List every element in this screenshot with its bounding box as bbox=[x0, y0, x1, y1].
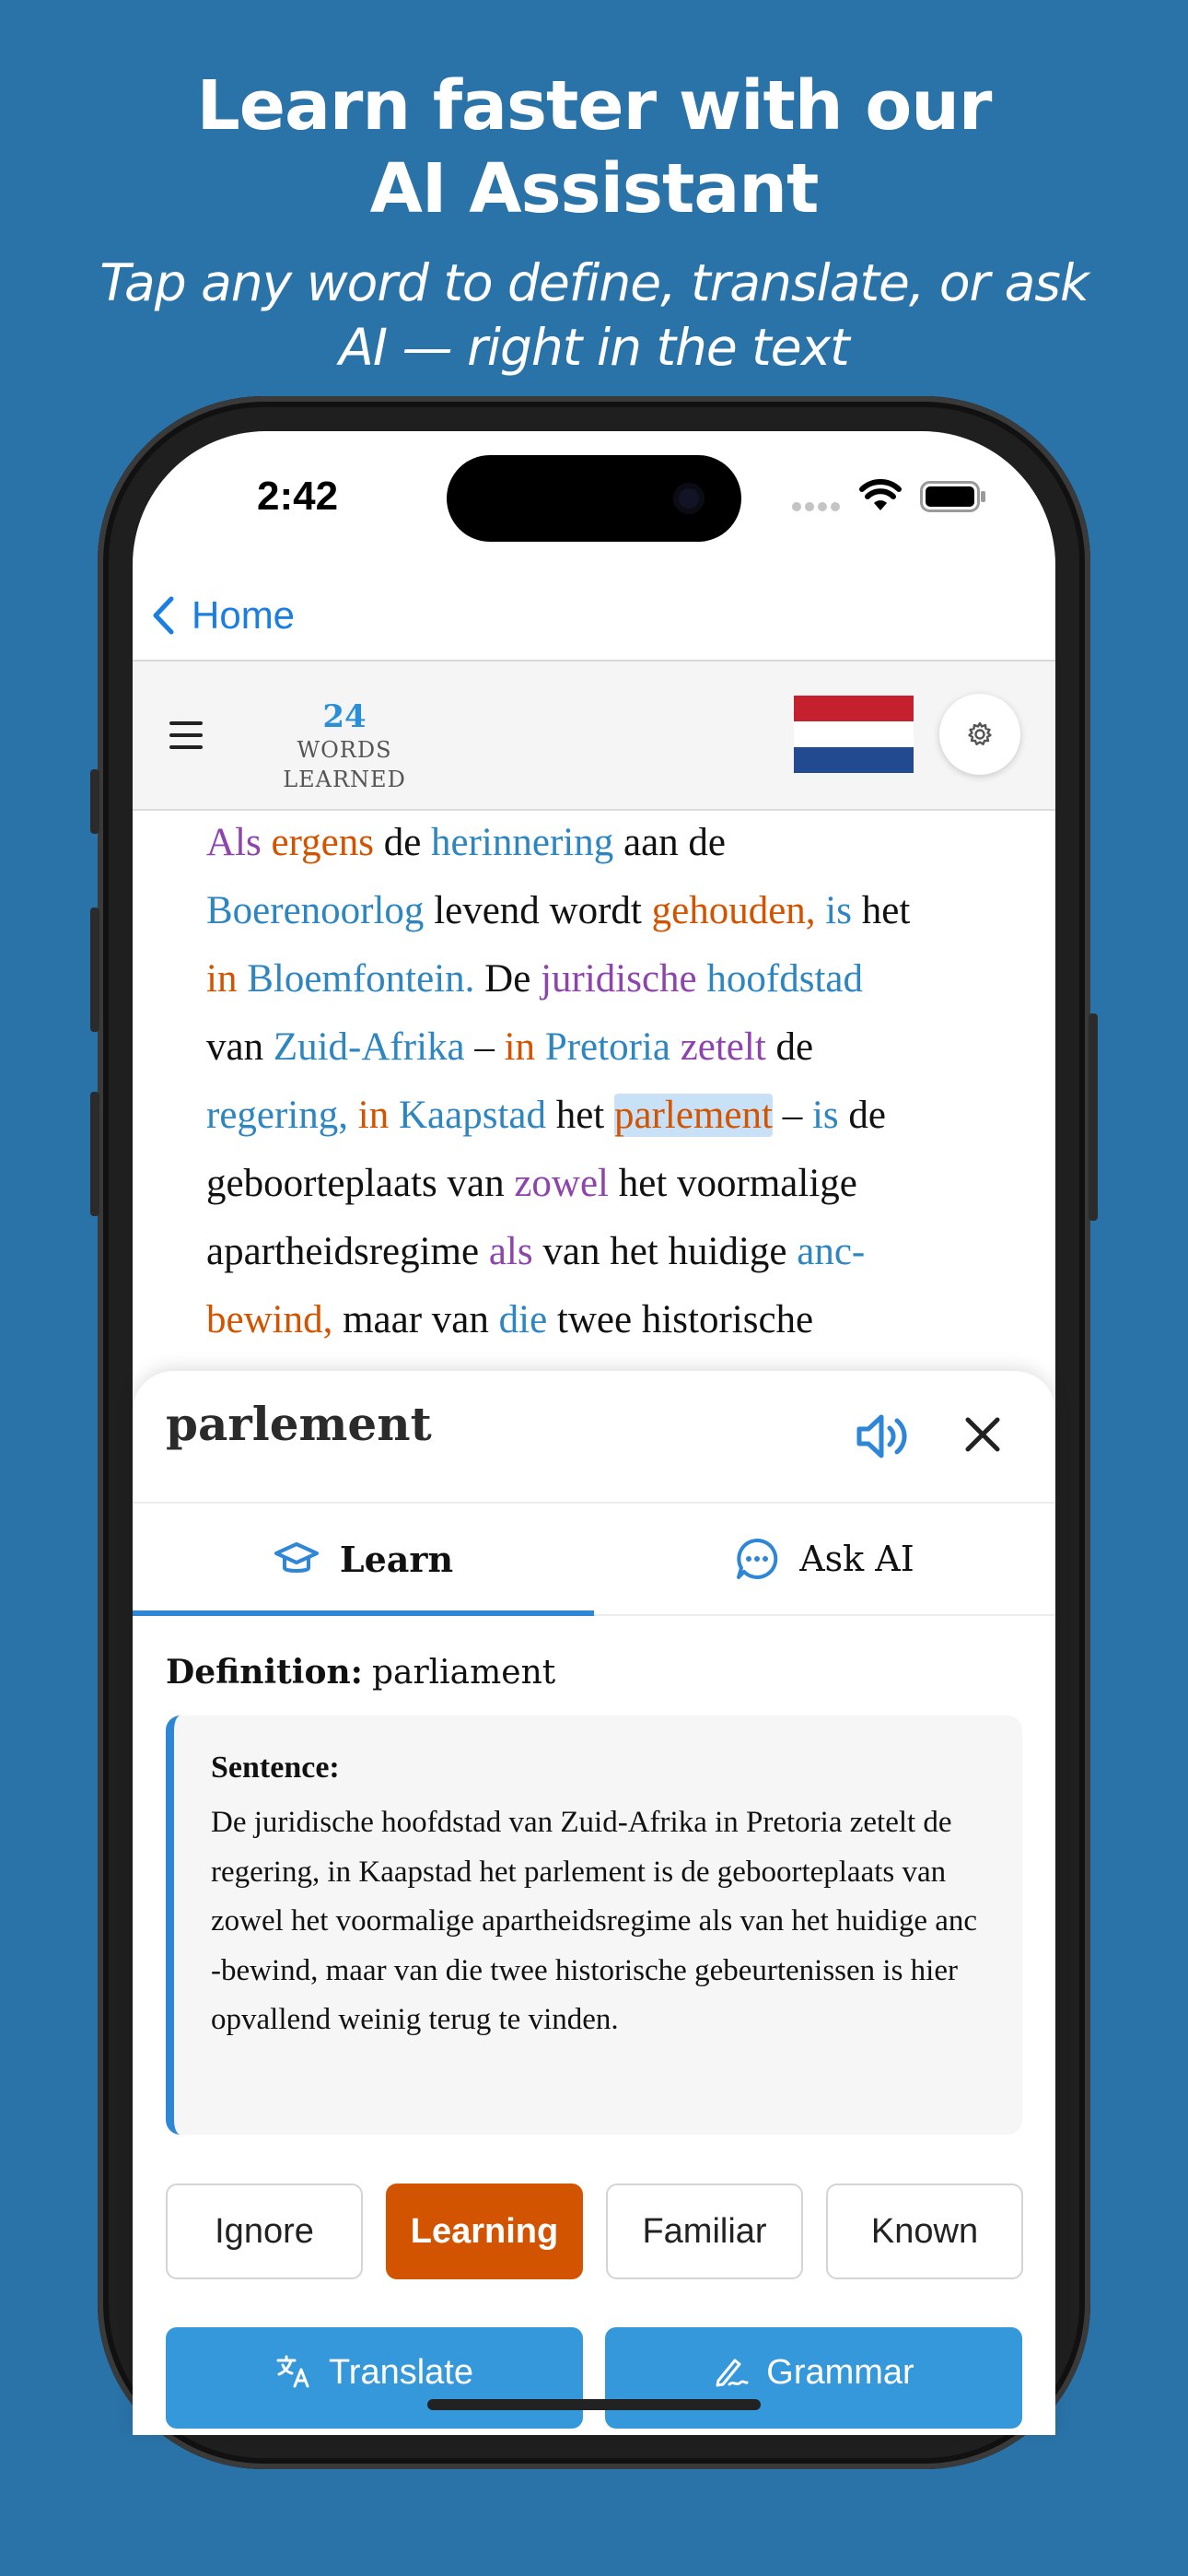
reader-word[interactable]: gehouden, bbox=[651, 889, 816, 932]
promo-headline-line-2: AI Assistant bbox=[369, 149, 819, 228]
reader-word[interactable]: juridische bbox=[541, 957, 697, 1001]
word-detail-sheet bbox=[133, 1371, 1055, 2435]
tab-learn[interactable] bbox=[133, 1504, 594, 1614]
dynamic-island bbox=[447, 455, 741, 542]
reader-word[interactable]: Kaapstad bbox=[398, 1094, 546, 1137]
reader-line bbox=[206, 809, 1017, 877]
reader-word[interactable]: herinnering bbox=[431, 821, 614, 864]
active-tab-indicator bbox=[133, 1610, 594, 1616]
reader-text-run: twee historische bbox=[547, 1298, 814, 1341]
reader-text-run: – bbox=[464, 1025, 505, 1069]
status-bar bbox=[133, 431, 1055, 569]
promo-subline-line-1: Tap any word to define, translate, or ask bbox=[99, 253, 1089, 312]
sheet-tabs bbox=[133, 1504, 1055, 1616]
selected-word: parlement bbox=[166, 1397, 432, 1451]
phone-mute-switch bbox=[90, 769, 99, 834]
reader-text bbox=[206, 809, 1017, 1371]
graduation-cap-icon bbox=[274, 1540, 320, 1577]
translate-label: Translate bbox=[329, 2353, 473, 2392]
language-flag-icon[interactable] bbox=[794, 696, 914, 773]
settings-button[interactable] bbox=[939, 694, 1020, 775]
speaker-icon[interactable] bbox=[856, 1411, 913, 1461]
translate-icon bbox=[275, 2353, 312, 2390]
definition-value: parliament bbox=[371, 1654, 556, 1692]
promo-headline-line-1: Learn faster with our bbox=[196, 66, 992, 146]
navigation-bar bbox=[133, 569, 1055, 662]
reader-text-run bbox=[816, 889, 826, 932]
learning-status-buttons bbox=[166, 2184, 1022, 2279]
reader-text-run: het bbox=[851, 889, 911, 932]
phone-power-button bbox=[1089, 1013, 1098, 1221]
reader-text-run bbox=[697, 957, 707, 1001]
status-button-familiar[interactable]: Familiar bbox=[606, 2184, 803, 2279]
reader-line bbox=[206, 945, 1017, 1013]
tab-ask-ai[interactable] bbox=[594, 1504, 1055, 1614]
grammar-button[interactable] bbox=[605, 2327, 1022, 2429]
grammar-pen-icon bbox=[713, 2353, 750, 2390]
reader-text-run: van het huidige bbox=[532, 1230, 798, 1273]
sentence-label: Sentence: bbox=[211, 1751, 340, 1785]
reader-text-run bbox=[237, 957, 247, 1001]
promo-subline bbox=[55, 251, 1133, 380]
reader-word[interactable]: is bbox=[811, 1094, 839, 1137]
definition bbox=[166, 1653, 555, 1692]
phone-volume-up bbox=[90, 907, 99, 1032]
reader-word[interactable]: Boerenoorlog bbox=[206, 889, 425, 932]
reader-word[interactable]: hoofdstad bbox=[706, 957, 863, 1001]
reader-word[interactable]: Zuid-Afrika bbox=[273, 1025, 465, 1069]
words-learned-counter bbox=[234, 698, 455, 794]
reader-line bbox=[206, 1286, 1017, 1354]
reader-text-run: apartheidsregime bbox=[206, 1230, 489, 1273]
reader-text-run bbox=[348, 1094, 358, 1137]
status-icons bbox=[791, 479, 989, 516]
reader-text-run: de bbox=[765, 1025, 814, 1069]
chevron-left-icon bbox=[151, 595, 175, 636]
home-indicator bbox=[427, 2399, 761, 2410]
reader-text-run: levend wordt bbox=[424, 889, 652, 932]
reader-text-run: het voormalige bbox=[609, 1162, 857, 1205]
reader-text-run bbox=[389, 1094, 399, 1137]
reader-word[interactable]: regering, bbox=[206, 1094, 349, 1137]
reader-word[interactable]: die bbox=[498, 1298, 548, 1341]
close-icon[interactable] bbox=[963, 1415, 1002, 1454]
reader-word[interactable]: in bbox=[206, 957, 238, 1001]
translate-button[interactable] bbox=[166, 2327, 583, 2429]
reader-text-run: van bbox=[206, 1025, 274, 1069]
wifi-icon bbox=[859, 479, 902, 512]
reader-word[interactable]: Als bbox=[206, 821, 262, 864]
reader-line bbox=[206, 877, 1017, 945]
status-button-known[interactable]: Known bbox=[826, 2184, 1023, 2279]
reader-text-run bbox=[670, 1025, 681, 1069]
tab-learn-label: Learn bbox=[339, 1538, 454, 1580]
camera-icon bbox=[673, 483, 705, 514]
menu-icon[interactable] bbox=[169, 721, 203, 749]
chat-bubble-icon bbox=[735, 1537, 779, 1581]
reader-text-run: de bbox=[838, 1094, 886, 1137]
reader-word[interactable]: zetelt bbox=[680, 1025, 766, 1069]
back-button[interactable] bbox=[151, 590, 295, 641]
reader-line bbox=[206, 1013, 1017, 1082]
reader-text-run: aan de bbox=[613, 821, 726, 864]
reader-word[interactable]: anc- bbox=[797, 1230, 866, 1273]
cellular-signal-icon bbox=[791, 479, 841, 516]
reader-word[interactable]: zowel bbox=[514, 1162, 609, 1205]
reader-line bbox=[206, 1218, 1017, 1286]
reader-word[interactable]: Pretoria bbox=[544, 1025, 670, 1069]
phone-volume-down bbox=[90, 1092, 99, 1216]
back-label: Home bbox=[192, 593, 296, 637]
reader-word[interactable]: in bbox=[504, 1025, 536, 1069]
words-learned-count: 24 bbox=[322, 698, 367, 735]
promo-subline-line-2: AI — right in the text bbox=[339, 318, 849, 377]
sentence-text: De juridische hoofdstad van Zuid-Afrika in Pretoria zetelt de regering, in Kaapstad het parlement is de geboorteplaats van zowel het voormalige apartheidsregime als van het huidige anc -bewind, maar van die twee historische gebeurtenissen is hier opvallend weinig terug te vinden. bbox=[211, 1806, 978, 2036]
gear-icon bbox=[966, 720, 994, 748]
reader-text-run bbox=[262, 821, 272, 864]
reader-text-run: – bbox=[772, 1094, 812, 1137]
reader-text-run: geboorteplaats van bbox=[206, 1162, 515, 1205]
reader-word[interactable]: in bbox=[357, 1094, 390, 1137]
definition-label: Definition: bbox=[166, 1653, 363, 1692]
words-learned-label: WORDS LEARNED bbox=[283, 737, 406, 792]
promo-headline bbox=[0, 64, 1188, 230]
phone-screen bbox=[133, 431, 1055, 2435]
action-buttons bbox=[166, 2327, 1022, 2410]
status-time: 2:42 bbox=[257, 474, 339, 519]
battery-icon bbox=[920, 481, 986, 512]
tab-ask-ai-label: Ask AI bbox=[799, 1539, 914, 1579]
reader-toolbar bbox=[133, 662, 1055, 811]
sentence-card bbox=[166, 1715, 1022, 2135]
reader-text-run: de bbox=[373, 821, 432, 864]
reader-word[interactable]: Bloemfontein. bbox=[247, 957, 475, 1001]
reader-text-run: De bbox=[474, 957, 542, 1001]
reader-text-run: het bbox=[545, 1094, 615, 1137]
status-button-ignore[interactable]: Ignore bbox=[166, 2184, 363, 2279]
reader-text-run bbox=[535, 1025, 545, 1069]
reader-word-selected[interactable]: parlement bbox=[614, 1094, 773, 1137]
reader-word[interactable]: als bbox=[488, 1230, 533, 1273]
status-button-learning[interactable]: Learning bbox=[386, 2184, 583, 2279]
grammar-label: Grammar bbox=[766, 2353, 914, 2392]
reader-word[interactable]: bewind, bbox=[206, 1298, 333, 1341]
reader-word[interactable]: is bbox=[825, 889, 852, 932]
reader-line bbox=[206, 1150, 1017, 1218]
reader-line bbox=[206, 1082, 1017, 1150]
reader-text-run: maar van bbox=[332, 1298, 499, 1341]
reader-word[interactable]: ergens bbox=[271, 821, 374, 864]
